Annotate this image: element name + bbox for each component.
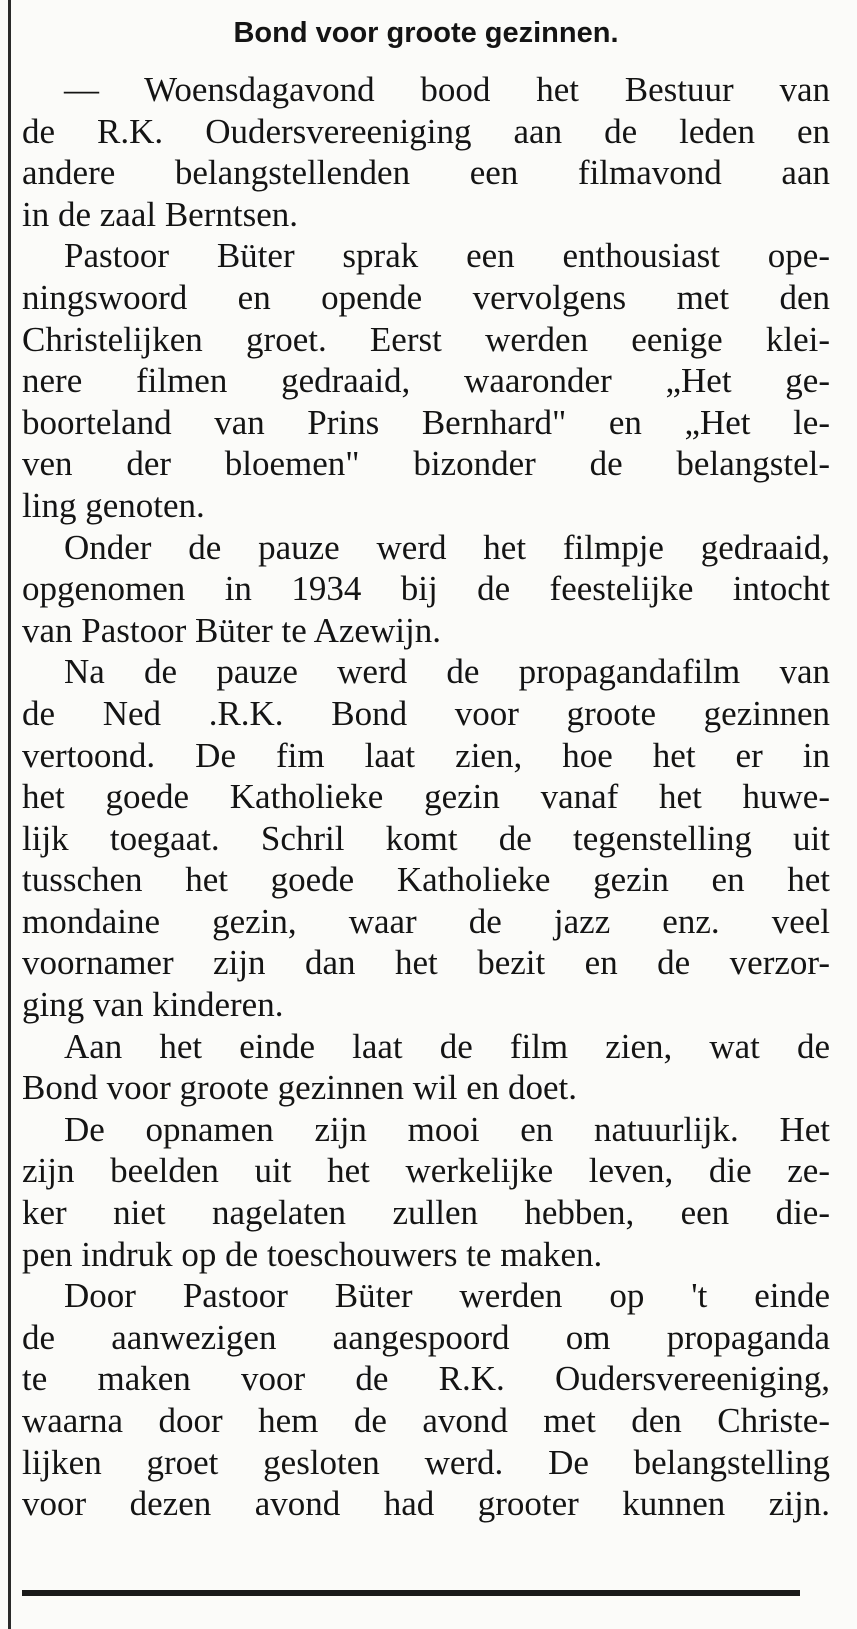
article-line: Christelijken groet. Eerst werden eenige klei- [22,319,830,359]
article-line: het goede Katholieke gezin vanaf het huwe- [22,777,830,817]
column-rule-left [8,0,11,1629]
article-line: ven der bloemen" bizonder de belangstel- [22,444,830,484]
paragraph-1 [22,69,830,235]
article-line: in de zaal Berntsen. [22,194,299,234]
article-line: de R.K. Oudersvereeniging aan de leden en [22,111,830,151]
article-line: de Ned .R.K. Bond voor groote gezinnen [22,693,830,733]
article-line: opgenomen in 1934 bij de feestelijke intocht [22,569,830,609]
article-line: — Woensdagavond bood het Bestuur van [64,70,830,109]
article-line: voornamer zijn dan het bezit en de verzor- [22,943,830,983]
article-line: te maken voor de R.K. Oudersvereeniging, [22,1359,830,1399]
paragraph-6 [22,1109,830,1275]
article-line: voor dezen avond had grooter kunnen zijn. [22,1484,830,1524]
article-line: tusschen het goede Katholieke gezin en het [22,860,830,900]
article-body [22,69,830,1525]
article-line: ningswoord en opende vervolgens met den [22,277,830,317]
article-line: Pastoor Büter sprak een enthousiast ope- [64,236,830,276]
article-column [22,8,830,1525]
article-line: ging van kinderen. [22,985,284,1025]
paragraph-7 [22,1275,830,1525]
article-line: Door Pastoor Büter werden op 't einde [64,1276,830,1316]
article-line: van Pastoor Büter te Azewijn. [22,610,441,650]
paragraph-4 [22,651,830,1025]
article-line: pen indruk op de toeschouwers te maken. [22,1234,603,1274]
article-headline: Bond voor groote gezinnen. [233,17,619,49]
article-line: lijk toegaat. Schril komt de tegenstelling uit [22,818,830,858]
article-line: Na de pauze werd de propagandafilm van [64,652,830,692]
article-line: nere filmen gedraaid, waaronder „Het ge- [22,361,830,401]
paragraph-5 [22,1026,830,1109]
article-line: waarna door hem de avond met den Christe- [22,1401,830,1440]
column-end-rule [22,1590,800,1596]
article-line: Onder de pauze werd het filmpje gedraaid, [64,527,830,567]
article-line: vertoond. De fim laat zien, hoe het er in [22,735,830,775]
article-line: zijn beelden uit het werkelijke leven, die ze- [22,1151,830,1191]
article-line: de aanwezigen aangespoord om propaganda [22,1317,830,1357]
article-line: Bond voor groote gezinnen wil en doet. [22,1068,578,1108]
article-line: andere belangstellenden een filmavond aan [22,153,830,193]
article-line: ker niet nagelaten zullen hebben, een die- [22,1193,830,1233]
paragraph-2 [22,235,830,526]
article-line: boorteland van Prins Bernhard" en „Het le- [22,402,830,442]
paragraph-3 [22,527,830,652]
article-line: mondaine gezin, waar de jazz enz. veel [22,901,830,941]
article-line: ling genoten. [22,485,205,525]
article-line: De opnamen zijn mooi en natuurlijk. Het [64,1109,830,1149]
article-line: lijken groet gesloten werd. De belangstelling [22,1442,830,1482]
article-line: Aan het einde laat de film zien, wat de [64,1026,830,1066]
